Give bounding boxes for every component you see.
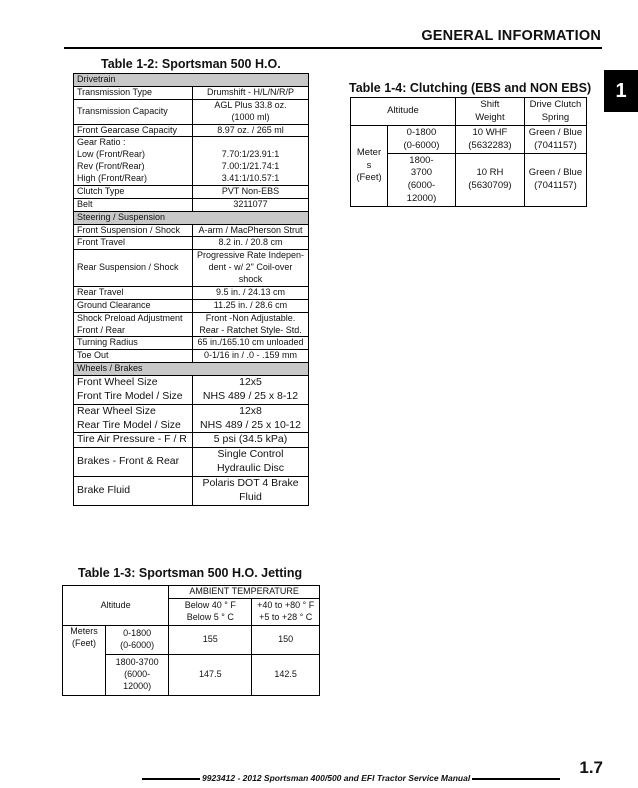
spec-value: 5 psi (34.5 kPa) (193, 433, 309, 448)
spec-label: Front Travel (74, 237, 193, 250)
table-row (74, 237, 309, 250)
unit-label: Meters (Feet) (63, 626, 106, 696)
table-row (74, 137, 309, 186)
page-number: 1.7 (579, 758, 603, 777)
cell-altitude: 0-1800 (0-6000) (388, 126, 456, 154)
footer-manual-title: 9923412 - 2012 Sportsman 400/500 and EFI Tractor Service Manual (202, 773, 471, 783)
table-row (74, 337, 309, 350)
cell-altitude: 1800- 3700 (6000- 12000) (388, 154, 456, 207)
section-label: Steering / Suspension (74, 211, 309, 224)
spec-label: Belt (74, 198, 193, 211)
page-header-title: GENERAL INFORMATION (421, 28, 601, 44)
spec-value: Progressive Rate Indepen- dent - w/ 2" Coil-over shock (193, 250, 309, 287)
table-row (74, 404, 309, 433)
table-1-3 (62, 585, 320, 696)
cell-col1: 155 (169, 626, 252, 655)
header-col1: Below 40 ° F Below 5 ° C (169, 599, 252, 626)
spec-value: 65 in./165.10 cm unloaded (193, 337, 309, 350)
header-ambient-temperature: AMBIENT TEMPERATURE (169, 586, 320, 599)
table-1-4 (350, 97, 587, 207)
table-row (74, 99, 309, 124)
table-row (74, 224, 309, 237)
cell-col2: 142.5 (252, 655, 320, 696)
table-row (74, 433, 309, 448)
spec-label: Front Gearcase Capacity (74, 124, 193, 137)
spec-value: 0-1/16 in / .0 - .159 mm (193, 350, 309, 363)
table-row (74, 376, 309, 405)
table-1-4-header-row (351, 98, 587, 126)
cell-spring: Green / Blue (7041157) (524, 154, 586, 207)
section-header-row (74, 74, 309, 87)
table-row (74, 477, 309, 506)
section-label: Drivetrain (74, 74, 309, 87)
cell-shift-weight: 10 WHF (5632283) (455, 126, 524, 154)
spec-value: 8.2 in. / 20.8 cm (193, 237, 309, 250)
chapter-tab: 1 (604, 70, 638, 112)
spec-label: Front Wheel Size Front Tire Model / Size (74, 376, 193, 405)
table-row (74, 185, 309, 198)
cell-shift-weight: 10 RH (5630709) (455, 154, 524, 207)
table-row (74, 250, 309, 287)
cell-col2: 150 (252, 626, 320, 655)
section-header-row (74, 363, 309, 376)
spec-label: Transmission Capacity (74, 99, 193, 124)
table-1-2-caption: Table 1-2: Sportsman 500 H.O. (101, 57, 281, 71)
spec-value: 8.97 oz. / 265 ml (193, 124, 309, 137)
table-row (74, 448, 309, 477)
table-1-2-body (74, 74, 309, 506)
header-rule (64, 47, 602, 49)
header-altitude: Altitude (63, 586, 169, 626)
spec-value: 9.5 in. / 24.13 cm (193, 286, 309, 299)
unit-label: Meter s (Feet) (351, 126, 388, 207)
header-col2: +40 to +80 ° F +5 to +28 ° C (252, 599, 320, 626)
spec-label: Gear Ratio : Low (Front/Rear) Rev (Front/Rear) High (Front/Rear) (74, 137, 193, 186)
spec-value: 12x5 NHS 489 / 25 x 8-12 (193, 376, 309, 405)
spec-value: A-arm / MacPherson Strut (193, 224, 309, 237)
cell-spring: Green / Blue (7041157) (524, 126, 586, 154)
spec-value: Front -Non Adjustable. Rear - Ratchet Style- Std. (193, 312, 309, 337)
spec-label: Tire Air Pressure - F / R (74, 433, 193, 448)
spec-label: Transmission Type (74, 86, 193, 99)
table-1-2 (73, 73, 309, 506)
spec-value: Single Control Hydraulic Disc (193, 448, 309, 477)
spec-value: 3211077 (193, 198, 309, 211)
spec-value: 12x8 NHS 489 / 25 x 10-12 (193, 404, 309, 433)
spec-label: Brake Fluid (74, 477, 193, 506)
table-row (74, 124, 309, 137)
spec-label: Brakes - Front & Rear (74, 448, 193, 477)
table-row (74, 286, 309, 299)
spec-value: 11.25 in. / 28.6 cm (193, 299, 309, 312)
table-1-3-header-row (63, 586, 320, 599)
spec-label: Shock Preload Adjustment Front / Rear (74, 312, 193, 337)
spec-value: Polaris DOT 4 Brake Fluid (193, 477, 309, 506)
spec-label: Clutch Type (74, 185, 193, 198)
header-altitude: Altitude (351, 98, 456, 126)
header-drive-clutch-spring: Drive Clutch Spring (524, 98, 586, 126)
spec-value: 7.70:1/23.91:1 7.00:1/21.74:1 3.41:1/10.57:1 (193, 137, 309, 186)
table-row (74, 198, 309, 211)
spec-value: PVT Non-EBS (193, 185, 309, 198)
table-row (74, 350, 309, 363)
spec-label: Toe Out (74, 350, 193, 363)
spec-label: Rear Travel (74, 286, 193, 299)
table-row (63, 626, 320, 655)
header-shift-weight: Shift Weight (455, 98, 524, 126)
cell-altitude: 1800-3700 (6000- 12000) (106, 655, 169, 696)
table-1-3-caption: Table 1-3: Sportsman 500 H.O. Jetting (78, 566, 303, 580)
table-row (74, 312, 309, 337)
spec-label: Rear Wheel Size Rear Tire Model / Size (74, 404, 193, 433)
spec-value: Drumshift - H/L/N/R/P (193, 86, 309, 99)
spec-value: AGL Plus 33.8 oz. (1000 ml) (193, 99, 309, 124)
section-label: Wheels / Brakes (74, 363, 309, 376)
spec-label: Ground Clearance (74, 299, 193, 312)
table-row (351, 126, 587, 154)
table-1-4-caption: Table 1-4: Clutching (EBS and NON EBS) (349, 81, 592, 95)
spec-label: Rear Suspension / Shock (74, 250, 193, 287)
spec-label: Front Suspension / Shock (74, 224, 193, 237)
table-row (74, 86, 309, 99)
cell-col1: 147.5 (169, 655, 252, 696)
spec-label: Turning Radius (74, 337, 193, 350)
cell-altitude: 0-1800 (0-6000) (106, 626, 169, 655)
section-header-row (74, 211, 309, 224)
table-row (74, 299, 309, 312)
